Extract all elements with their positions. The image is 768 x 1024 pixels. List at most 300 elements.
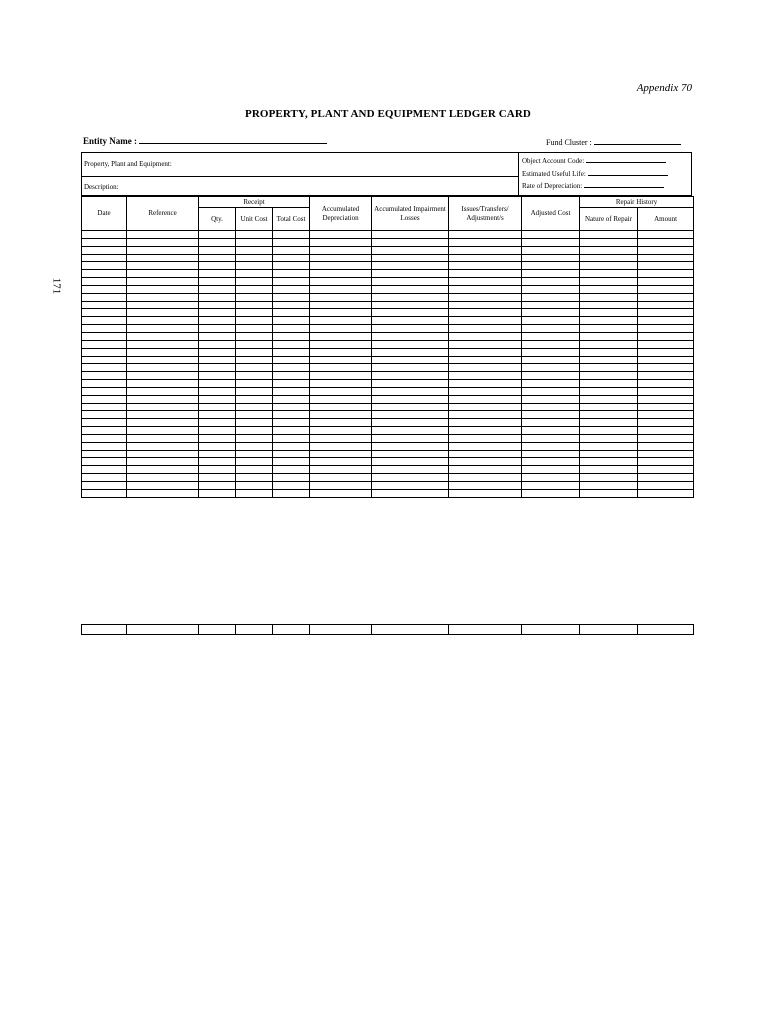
ledger-cell[interactable] <box>236 340 273 348</box>
ledger-cell[interactable] <box>127 419 199 427</box>
ledger-cell[interactable] <box>199 246 236 254</box>
ledger-cell[interactable] <box>310 489 372 497</box>
ledger-cell[interactable] <box>638 372 694 380</box>
ledger-cell[interactable] <box>580 380 638 388</box>
ledger-cell[interactable] <box>580 246 638 254</box>
ledger-cell[interactable] <box>273 482 310 490</box>
ledger-cell[interactable] <box>522 278 580 286</box>
ledger-cell[interactable] <box>580 293 638 301</box>
ledger-cell[interactable] <box>127 372 199 380</box>
ledger-cell[interactable] <box>82 434 127 442</box>
ledger-cell[interactable] <box>372 372 449 380</box>
ledger-cell[interactable] <box>82 450 127 458</box>
ledger-cell[interactable] <box>372 309 449 317</box>
ledger-cell[interactable] <box>638 411 694 419</box>
ledger-cell[interactable] <box>82 332 127 340</box>
ledger-cell[interactable] <box>638 246 694 254</box>
ledger-cell[interactable] <box>580 419 638 427</box>
ledger-cell[interactable] <box>273 427 310 435</box>
ledger-cell[interactable] <box>522 270 580 278</box>
ledger-cell[interactable] <box>127 458 199 466</box>
ledger-cell[interactable] <box>199 309 236 317</box>
ledger-cell[interactable] <box>372 293 449 301</box>
ledger-cell[interactable] <box>236 356 273 364</box>
ledger-cell[interactable] <box>236 238 273 246</box>
ledger-cell[interactable] <box>449 246 522 254</box>
ledger-cell[interactable] <box>127 450 199 458</box>
ledger-cell[interactable] <box>449 466 522 474</box>
ledger-cell[interactable] <box>82 427 127 435</box>
ledger-cell[interactable] <box>580 466 638 474</box>
ledger-cell[interactable] <box>372 356 449 364</box>
ledger-cell[interactable] <box>82 231 127 239</box>
ledger-cell[interactable] <box>199 332 236 340</box>
ledger-cell[interactable] <box>236 270 273 278</box>
ledger-cell[interactable] <box>522 427 580 435</box>
ledger-cell[interactable] <box>522 340 580 348</box>
ledger-cell[interactable] <box>372 395 449 403</box>
ledger-cell[interactable] <box>449 372 522 380</box>
ledger-cell[interactable] <box>580 348 638 356</box>
ledger-cell[interactable] <box>638 340 694 348</box>
ledger-cell[interactable] <box>127 285 199 293</box>
ledger-cell[interactable] <box>236 434 273 442</box>
ledger-cell[interactable] <box>449 262 522 270</box>
ledger-cell[interactable] <box>236 466 273 474</box>
ledger-cell[interactable] <box>372 489 449 497</box>
ledger-cell[interactable] <box>310 270 372 278</box>
ledger-cell[interactable] <box>127 238 199 246</box>
ledger-cell[interactable] <box>580 442 638 450</box>
ledger-cell[interactable] <box>449 403 522 411</box>
ledger-cell[interactable] <box>522 380 580 388</box>
ledger-cell[interactable] <box>522 348 580 356</box>
ledger-cell[interactable] <box>199 285 236 293</box>
ledger-cell[interactable] <box>310 317 372 325</box>
ledger-cell[interactable] <box>82 262 127 270</box>
footer-cell[interactable] <box>273 625 310 635</box>
ledger-cell[interactable] <box>449 387 522 395</box>
ledger-cell[interactable] <box>273 403 310 411</box>
ledger-cell[interactable] <box>372 474 449 482</box>
ledger-cell[interactable] <box>199 427 236 435</box>
ledger-cell[interactable] <box>580 317 638 325</box>
ledger-cell[interactable] <box>580 372 638 380</box>
ledger-cell[interactable] <box>199 458 236 466</box>
ppe-field[interactable] <box>82 153 518 177</box>
ledger-cell[interactable] <box>580 364 638 372</box>
ledger-cell[interactable] <box>236 427 273 435</box>
ledger-cell[interactable] <box>273 332 310 340</box>
ledger-cell[interactable] <box>199 474 236 482</box>
ledger-cell[interactable] <box>127 411 199 419</box>
ledger-cell[interactable] <box>127 278 199 286</box>
ledger-cell[interactable] <box>236 482 273 490</box>
ledger-cell[interactable] <box>310 293 372 301</box>
ledger-cell[interactable] <box>199 278 236 286</box>
depreciation-rate-field[interactable] <box>522 180 668 193</box>
ledger-cell[interactable] <box>236 246 273 254</box>
ledger-cell[interactable] <box>580 482 638 490</box>
ledger-cell[interactable] <box>372 332 449 340</box>
ledger-cell[interactable] <box>522 262 580 270</box>
ledger-cell[interactable] <box>522 395 580 403</box>
ledger-cell[interactable] <box>127 332 199 340</box>
ledger-cell[interactable] <box>273 489 310 497</box>
ledger-cell[interactable] <box>273 262 310 270</box>
ledger-cell[interactable] <box>580 387 638 395</box>
ledger-cell[interactable] <box>522 458 580 466</box>
ledger-cell[interactable] <box>273 309 310 317</box>
ledger-cell[interactable] <box>580 403 638 411</box>
ledger-cell[interactable] <box>82 278 127 286</box>
ledger-cell[interactable] <box>580 458 638 466</box>
ledger-cell[interactable] <box>522 450 580 458</box>
ledger-cell[interactable] <box>580 262 638 270</box>
ledger-cell[interactable] <box>273 474 310 482</box>
ledger-cell[interactable] <box>310 285 372 293</box>
ledger-cell[interactable] <box>449 458 522 466</box>
footer-cell[interactable] <box>522 625 580 635</box>
ledger-cell[interactable] <box>199 434 236 442</box>
footer-cell[interactable] <box>127 625 199 635</box>
ledger-cell[interactable] <box>638 364 694 372</box>
ledger-cell[interactable] <box>522 293 580 301</box>
ledger-cell[interactable] <box>127 403 199 411</box>
ledger-cell[interactable] <box>236 364 273 372</box>
ledger-cell[interactable] <box>449 278 522 286</box>
ledger-cell[interactable] <box>236 262 273 270</box>
ledger-cell[interactable] <box>522 231 580 239</box>
ledger-cell[interactable] <box>372 262 449 270</box>
ledger-cell[interactable] <box>82 309 127 317</box>
ledger-cell[interactable] <box>273 372 310 380</box>
ledger-cell[interactable] <box>372 482 449 490</box>
ledger-cell[interactable] <box>638 278 694 286</box>
ledger-cell[interactable] <box>127 474 199 482</box>
ledger-cell[interactable] <box>199 489 236 497</box>
ledger-cell[interactable] <box>127 427 199 435</box>
ledger-cell[interactable] <box>522 332 580 340</box>
ledger-cell[interactable] <box>638 317 694 325</box>
ledger-cell[interactable] <box>372 434 449 442</box>
ledger-cell[interactable] <box>82 301 127 309</box>
ledger-cell[interactable] <box>273 387 310 395</box>
ledger-cell[interactable] <box>82 285 127 293</box>
ledger-cell[interactable] <box>82 293 127 301</box>
ledger-cell[interactable] <box>310 372 372 380</box>
ledger-cell[interactable] <box>236 380 273 388</box>
ledger-cell[interactable] <box>310 450 372 458</box>
ledger-cell[interactable] <box>580 238 638 246</box>
ledger-cell[interactable] <box>372 403 449 411</box>
ledger-cell[interactable] <box>372 411 449 419</box>
ledger-cell[interactable] <box>372 458 449 466</box>
ledger-cell[interactable] <box>638 474 694 482</box>
ledger-cell[interactable] <box>372 254 449 262</box>
ledger-cell[interactable] <box>236 395 273 403</box>
ledger-cell[interactable] <box>82 419 127 427</box>
ledger-cell[interactable] <box>638 309 694 317</box>
ledger-cell[interactable] <box>310 348 372 356</box>
ledger-cell[interactable] <box>638 325 694 333</box>
ledger-cell[interactable] <box>449 254 522 262</box>
ledger-cell[interactable] <box>522 489 580 497</box>
ledger-cell[interactable] <box>82 340 127 348</box>
ledger-cell[interactable] <box>638 489 694 497</box>
ledger-cell[interactable] <box>522 403 580 411</box>
ledger-cell[interactable] <box>372 380 449 388</box>
ledger-cell[interactable] <box>82 317 127 325</box>
ledger-cell[interactable] <box>522 434 580 442</box>
ledger-cell[interactable] <box>522 442 580 450</box>
ledger-cell[interactable] <box>522 246 580 254</box>
ledger-cell[interactable] <box>273 293 310 301</box>
ledger-cell[interactable] <box>310 427 372 435</box>
ledger-cell[interactable] <box>580 340 638 348</box>
ledger-cell[interactable] <box>372 419 449 427</box>
ledger-cell[interactable] <box>310 403 372 411</box>
ledger-cell[interactable] <box>522 317 580 325</box>
ledger-cell[interactable] <box>638 395 694 403</box>
ledger-cell[interactable] <box>449 238 522 246</box>
ledger-cell[interactable] <box>127 482 199 490</box>
ledger-cell[interactable] <box>199 395 236 403</box>
ledger-cell[interactable] <box>449 340 522 348</box>
ledger-cell[interactable] <box>127 466 199 474</box>
ledger-cell[interactable] <box>449 325 522 333</box>
ledger-cell[interactable] <box>273 325 310 333</box>
ledger-cell[interactable] <box>236 309 273 317</box>
ledger-cell[interactable] <box>273 356 310 364</box>
ledger-cell[interactable] <box>82 270 127 278</box>
ledger-cell[interactable] <box>127 309 199 317</box>
ledger-cell[interactable] <box>638 387 694 395</box>
ledger-cell[interactable] <box>638 254 694 262</box>
ledger-cell[interactable] <box>273 278 310 286</box>
ledger-cell[interactable] <box>199 356 236 364</box>
depreciation-rate-line[interactable] <box>584 180 664 188</box>
ledger-cell[interactable] <box>310 395 372 403</box>
ledger-cell[interactable] <box>273 254 310 262</box>
ledger-cell[interactable] <box>127 434 199 442</box>
ledger-cell[interactable] <box>236 474 273 482</box>
ledger-cell[interactable] <box>127 293 199 301</box>
ledger-cell[interactable] <box>522 466 580 474</box>
ledger-cell[interactable] <box>236 325 273 333</box>
ledger-cell[interactable] <box>273 348 310 356</box>
ledger-cell[interactable] <box>310 278 372 286</box>
ledger-cell[interactable] <box>127 489 199 497</box>
ledger-cell[interactable] <box>310 231 372 239</box>
ledger-cell[interactable] <box>580 332 638 340</box>
ledger-cell[interactable] <box>449 332 522 340</box>
ledger-cell[interactable] <box>580 450 638 458</box>
ledger-cell[interactable] <box>236 278 273 286</box>
footer-cell[interactable] <box>236 625 273 635</box>
ledger-cell[interactable] <box>522 482 580 490</box>
ledger-cell[interactable] <box>372 325 449 333</box>
fund-cluster-line[interactable] <box>594 136 681 145</box>
ledger-cell[interactable] <box>372 450 449 458</box>
ledger-cell[interactable] <box>372 231 449 239</box>
ledger-cell[interactable] <box>638 403 694 411</box>
ledger-cell[interactable] <box>372 442 449 450</box>
object-code-field[interactable] <box>522 155 668 168</box>
ledger-cell[interactable] <box>310 458 372 466</box>
ledger-cell[interactable] <box>199 442 236 450</box>
footer-cell[interactable] <box>580 625 638 635</box>
ledger-cell[interactable] <box>82 380 127 388</box>
ledger-cell[interactable] <box>638 466 694 474</box>
ledger-cell[interactable] <box>449 380 522 388</box>
ledger-cell[interactable] <box>127 301 199 309</box>
ledger-cell[interactable] <box>273 238 310 246</box>
ledger-cell[interactable] <box>580 309 638 317</box>
ledger-cell[interactable] <box>273 231 310 239</box>
ledger-cell[interactable] <box>638 434 694 442</box>
ledger-cell[interactable] <box>310 356 372 364</box>
ledger-cell[interactable] <box>310 340 372 348</box>
ledger-cell[interactable] <box>580 356 638 364</box>
ledger-cell[interactable] <box>236 332 273 340</box>
useful-life-field[interactable] <box>522 168 668 181</box>
ledger-cell[interactable] <box>236 489 273 497</box>
ledger-cell[interactable] <box>580 270 638 278</box>
ledger-cell[interactable] <box>449 270 522 278</box>
ledger-cell[interactable] <box>236 285 273 293</box>
ledger-cell[interactable] <box>199 238 236 246</box>
ledger-cell[interactable] <box>199 262 236 270</box>
footer-cell[interactable] <box>199 625 236 635</box>
ledger-cell[interactable] <box>273 270 310 278</box>
ledger-cell[interactable] <box>449 301 522 309</box>
ledger-cell[interactable] <box>449 482 522 490</box>
ledger-cell[interactable] <box>372 387 449 395</box>
ledger-cell[interactable] <box>273 419 310 427</box>
ledger-cell[interactable] <box>310 309 372 317</box>
useful-life-line[interactable] <box>588 168 668 176</box>
ledger-cell[interactable] <box>236 348 273 356</box>
ledger-cell[interactable] <box>127 395 199 403</box>
ledger-cell[interactable] <box>449 489 522 497</box>
ledger-cell[interactable] <box>273 411 310 419</box>
ledger-cell[interactable] <box>199 403 236 411</box>
ledger-cell[interactable] <box>310 301 372 309</box>
ledger-cell[interactable] <box>236 450 273 458</box>
ledger-cell[interactable] <box>310 332 372 340</box>
ledger-cell[interactable] <box>82 387 127 395</box>
ledger-cell[interactable] <box>199 364 236 372</box>
ledger-cell[interactable] <box>522 372 580 380</box>
ledger-cell[interactable] <box>273 285 310 293</box>
ledger-cell[interactable] <box>372 348 449 356</box>
ledger-cell[interactable] <box>236 372 273 380</box>
ledger-cell[interactable] <box>310 442 372 450</box>
ledger-cell[interactable] <box>372 364 449 372</box>
ledger-cell[interactable] <box>580 231 638 239</box>
ledger-cell[interactable] <box>199 348 236 356</box>
ledger-cell[interactable] <box>273 442 310 450</box>
footer-cell[interactable] <box>82 625 127 635</box>
ledger-cell[interactable] <box>82 442 127 450</box>
ledger-cell[interactable] <box>127 380 199 388</box>
ledger-cell[interactable] <box>638 458 694 466</box>
ledger-cell[interactable] <box>82 489 127 497</box>
ledger-cell[interactable] <box>199 387 236 395</box>
ledger-cell[interactable] <box>127 387 199 395</box>
ledger-cell[interactable] <box>273 340 310 348</box>
ledger-cell[interactable] <box>199 372 236 380</box>
ledger-cell[interactable] <box>273 380 310 388</box>
ledger-cell[interactable] <box>273 246 310 254</box>
ledger-cell[interactable] <box>236 231 273 239</box>
ledger-cell[interactable] <box>199 466 236 474</box>
ledger-cell[interactable] <box>580 325 638 333</box>
ledger-cell[interactable] <box>522 364 580 372</box>
ledger-cell[interactable] <box>199 482 236 490</box>
footer-cell[interactable] <box>310 625 372 635</box>
ledger-cell[interactable] <box>273 466 310 474</box>
ledger-cell[interactable] <box>236 387 273 395</box>
ledger-cell[interactable] <box>310 419 372 427</box>
ledger-cell[interactable] <box>273 364 310 372</box>
ledger-cell[interactable] <box>638 293 694 301</box>
ledger-cell[interactable] <box>449 411 522 419</box>
ledger-cell[interactable] <box>310 466 372 474</box>
ledger-cell[interactable] <box>522 325 580 333</box>
ledger-cell[interactable] <box>310 246 372 254</box>
ledger-cell[interactable] <box>310 380 372 388</box>
ledger-cell[interactable] <box>236 301 273 309</box>
object-code-line[interactable] <box>586 155 666 163</box>
ledger-cell[interactable] <box>236 458 273 466</box>
ledger-cell[interactable] <box>310 364 372 372</box>
ledger-cell[interactable] <box>580 395 638 403</box>
ledger-cell[interactable] <box>449 419 522 427</box>
ledger-cell[interactable] <box>580 427 638 435</box>
ledger-cell[interactable] <box>580 301 638 309</box>
ledger-cell[interactable] <box>236 254 273 262</box>
ledger-cell[interactable] <box>638 427 694 435</box>
ledger-cell[interactable] <box>638 285 694 293</box>
ledger-cell[interactable] <box>127 356 199 364</box>
ledger-cell[interactable] <box>82 474 127 482</box>
ledger-cell[interactable] <box>638 419 694 427</box>
ledger-cell[interactable] <box>449 364 522 372</box>
ledger-cell[interactable] <box>580 285 638 293</box>
ledger-cell[interactable] <box>638 380 694 388</box>
ledger-cell[interactable] <box>580 411 638 419</box>
ledger-cell[interactable] <box>522 356 580 364</box>
ledger-cell[interactable] <box>449 285 522 293</box>
ledger-cell[interactable] <box>82 458 127 466</box>
ledger-cell[interactable] <box>522 309 580 317</box>
ledger-cell[interactable] <box>638 482 694 490</box>
ledger-cell[interactable] <box>638 262 694 270</box>
ledger-cell[interactable] <box>127 442 199 450</box>
ledger-cell[interactable] <box>310 411 372 419</box>
ledger-cell[interactable] <box>199 411 236 419</box>
ledger-cell[interactable] <box>372 285 449 293</box>
ledger-cell[interactable] <box>199 317 236 325</box>
ledger-cell[interactable] <box>127 348 199 356</box>
ledger-cell[interactable] <box>273 317 310 325</box>
ledger-cell[interactable] <box>82 395 127 403</box>
ledger-cell[interactable] <box>638 332 694 340</box>
ledger-cell[interactable] <box>580 434 638 442</box>
ledger-cell[interactable] <box>449 434 522 442</box>
